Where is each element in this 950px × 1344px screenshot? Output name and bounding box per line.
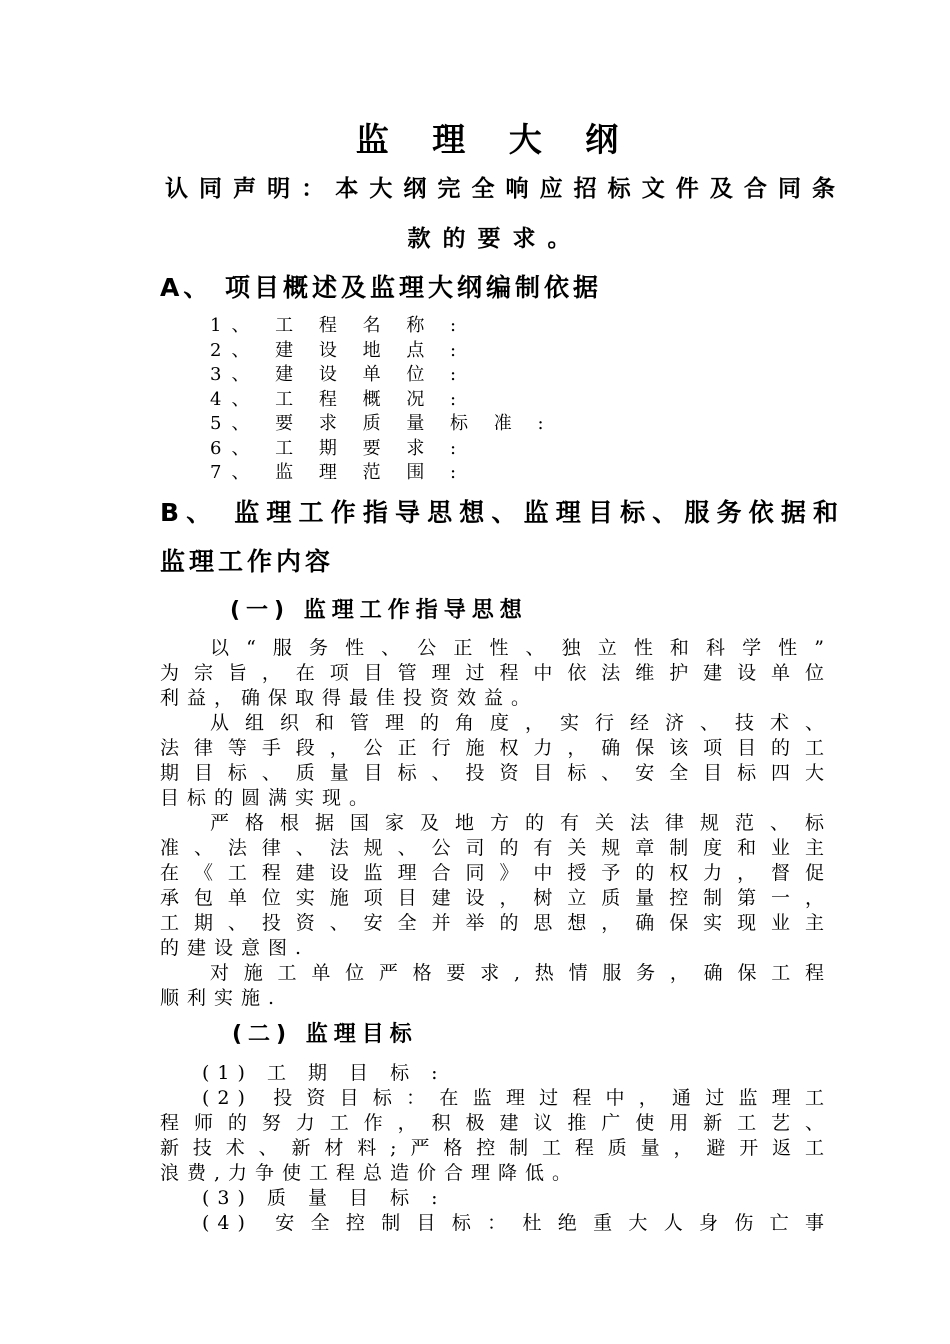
statement-line-2: 款的要求。 (407, 226, 583, 252)
paragraph-line: 承包单位实施项目建设，树立质量控制第一， (160, 887, 832, 909)
section-b-heading-line-1: B、 监理工作指导思想、监理目标、服务依据和 (160, 498, 840, 527)
section-a-item: 4、 工 程 概 况 : (210, 388, 467, 410)
paragraph-line: 工期、投资、安全并举的思想，确保实现业主 (160, 912, 832, 934)
subsection-1-heading: (一) 监理工作指导思想 (230, 598, 528, 623)
goal-line: (3) 质 量 目 标 : (202, 1187, 446, 1209)
section-a-item: 2、 建 设 地 点 : (210, 339, 467, 361)
paragraph-line: 期目标、质量目标、投资目标、安全目标四大 (160, 762, 832, 784)
section-a-item: 3、 建 设 单 位 : (210, 364, 467, 385)
paragraph-line: 从组织和管理的角度，实行经济、技术、 (210, 712, 832, 734)
goal-line: (2) 投资目标：在监理过程中，通过监理工 (202, 1087, 832, 1109)
paragraph-line: 目标的圆满实现。 (160, 787, 377, 809)
paragraph-line: 为宗旨，在项目管理过程中依法维护建设单位 (160, 662, 832, 684)
paragraph-line: 在《工程建设监理合同》中授予的权力，督促 (160, 862, 832, 884)
paragraph (160, 961, 832, 1011)
goal-line: 新技术、新材料;严格控制工程质量，避开返工 (160, 1137, 832, 1159)
goal-item (160, 1186, 832, 1211)
goal-line: 浪费,力争使工程总造价合理降低。 (160, 1162, 580, 1184)
goal-line: (1) 工 期 目 标 : (202, 1062, 446, 1084)
paragraph-line: 严格根据国家及地方的有关法律规范、标 (210, 812, 832, 834)
document-title: 监 理 大 纲 (355, 120, 635, 159)
section-a-item: 1、 工 程 名 称 : (210, 315, 467, 336)
paragraph-line: 顺利实施. (160, 987, 283, 1009)
paragraph (160, 711, 832, 811)
statement-line-1: 认同声明：本大纲完全响应招标文件及合同条 (165, 176, 835, 202)
subsection-2-heading: (二) 监理目标 (232, 1022, 418, 1047)
goal-item (160, 1086, 832, 1186)
section-b-heading-line-2: 监理工作内容 (160, 547, 335, 576)
section-a-item: 5、 要 求 质 量 标 准 : (210, 413, 554, 434)
paragraph (160, 811, 832, 961)
goal-item (160, 1211, 832, 1236)
paragraph-line: 利益，确保取得最佳投资效益。 (160, 687, 539, 709)
section-a-heading: A、 项目概述及监理大纲编制依据 (160, 273, 603, 302)
paragraph-line: 的建设意图. (160, 937, 310, 959)
paragraph (160, 636, 832, 711)
goal-item (160, 1061, 832, 1086)
goal-line: 程师的努力工作，积极建议推广使用新工艺、 (160, 1112, 832, 1134)
paragraph-line: 以“服务性、公正性、独立性和科学性” (210, 637, 832, 659)
goal-line: (4) 安全控制目标：杜绝重大人身伤亡事 (202, 1212, 832, 1234)
section-a-item: 7、 监 理 范 围 : (210, 462, 467, 483)
paragraph-line: 对施工单位严格要求,热情服务，确保工程 (210, 962, 832, 984)
section-a-item: 6、 工 期 要 求 : (210, 437, 467, 459)
paragraph-line: 准、法律、法规、公司的有关规章制度和业主 (160, 837, 832, 859)
paragraph-line: 法律等手段，公正行施权力，确保该项目的工 (160, 737, 832, 759)
